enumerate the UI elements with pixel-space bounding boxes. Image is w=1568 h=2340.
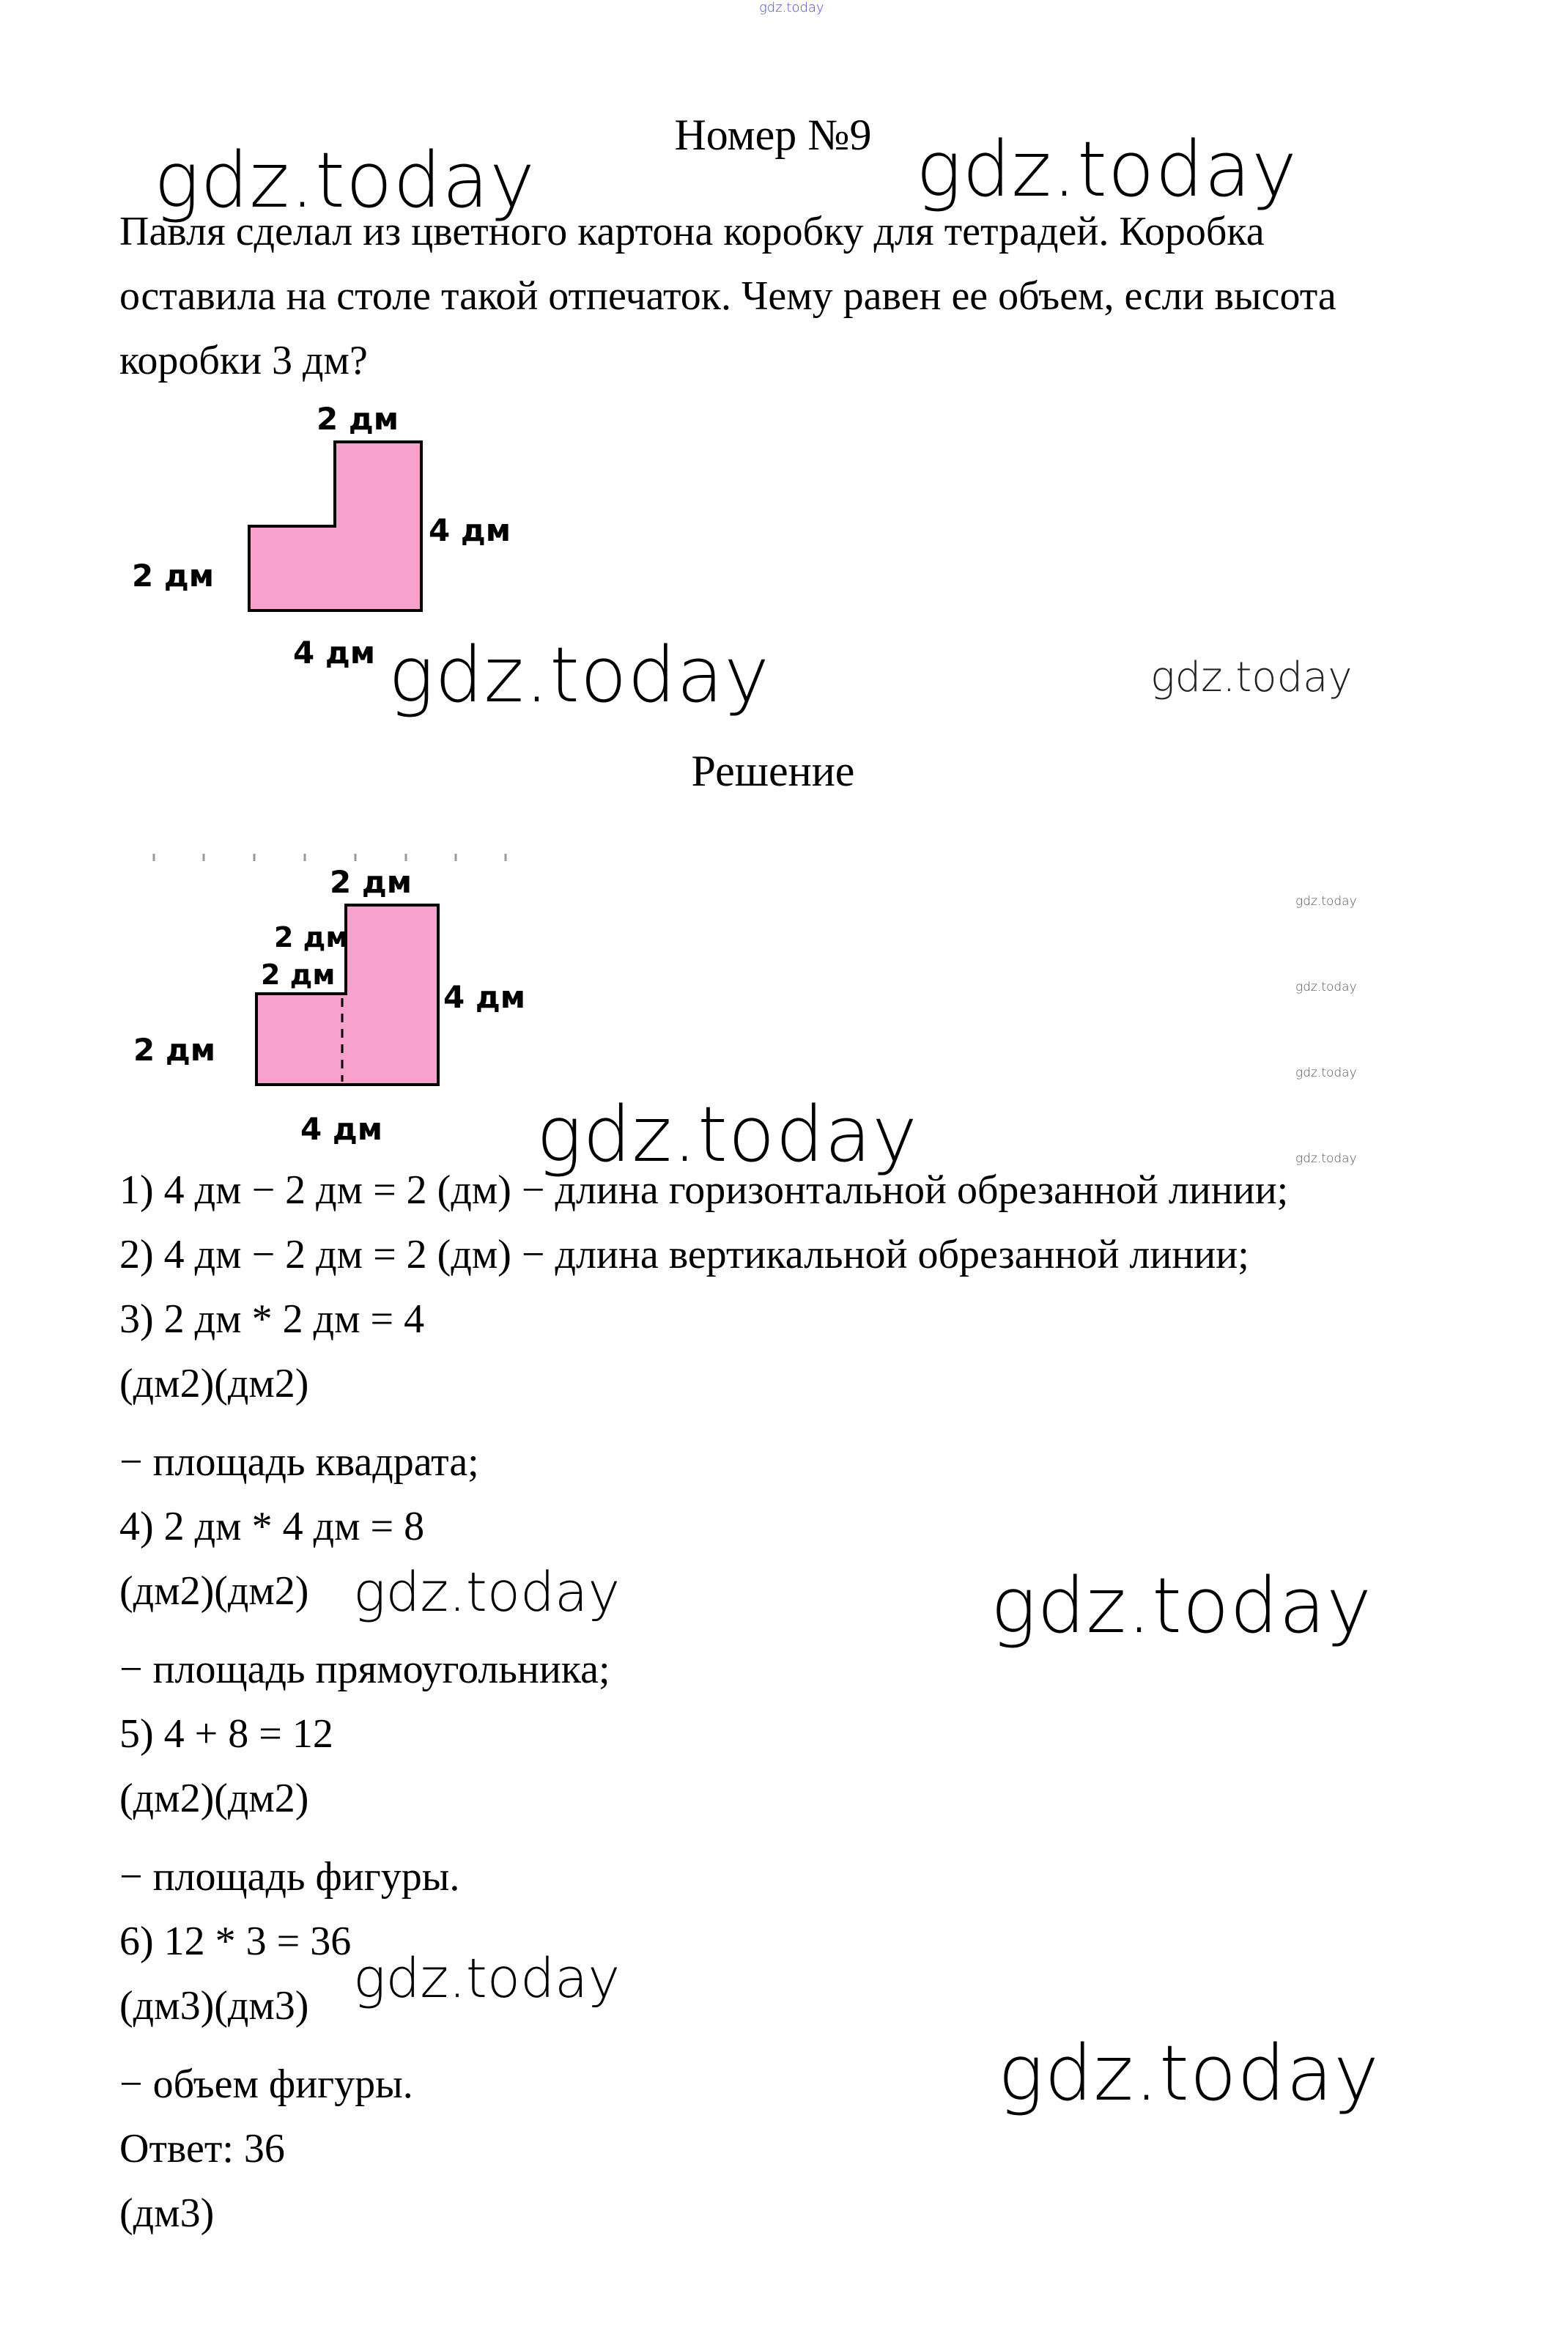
watermark: gdz.today bbox=[991, 1561, 1372, 1650]
label-inner-lower: 2 дм bbox=[261, 959, 336, 991]
label-top: 2 дм bbox=[317, 401, 399, 437]
page-title: Номер №9 bbox=[674, 111, 872, 159]
watermark: gdz.today bbox=[536, 1090, 918, 1179]
top-watermark: gdz.today bbox=[759, 0, 824, 15]
label-left: 2 дм bbox=[133, 1032, 216, 1068]
solution-step: 5) 4 + 8 = 12 bbox=[119, 1711, 333, 1757]
watermark: gdz.today bbox=[154, 136, 536, 225]
solution-unit: (дм2)(дм2) bbox=[119, 1568, 309, 1614]
label-bottom: 4 дм bbox=[300, 1111, 383, 1147]
answer: Ответ: 36 bbox=[119, 2126, 285, 2171]
solution-caption: − площадь квадрата; bbox=[119, 1439, 479, 1485]
solution-unit: (дм2)(дм2) bbox=[119, 1361, 309, 1406]
watermark: gdz.today bbox=[388, 630, 770, 720]
watermark: gdz.today bbox=[1295, 980, 1357, 994]
watermark: gdz.today bbox=[353, 1947, 621, 2010]
label-top: 2 дм bbox=[330, 864, 413, 900]
label-right: 4 дм bbox=[443, 979, 526, 1015]
solution-step: 4) 2 дм * 4 дм = 8 bbox=[119, 1504, 425, 1549]
label-right: 4 дм bbox=[429, 512, 511, 548]
solution-caption: − объем фигуры. bbox=[119, 2062, 413, 2107]
solution-unit: (дм2)(дм2) bbox=[119, 1776, 309, 1821]
solution-title: Решение bbox=[691, 747, 855, 795]
watermark: gdz.today bbox=[1295, 1066, 1357, 1080]
solution-caption: − площадь прямоугольника; bbox=[119, 1647, 610, 1692]
solution-step: 2) 4 дм − 2 дм = 2 (дм) − длина вертикальной обрезанной линии; bbox=[119, 1232, 1249, 1277]
solution-step: 3) 2 дм * 2 дм = 4 bbox=[119, 1296, 425, 1342]
watermark: gdz.today bbox=[1295, 1151, 1357, 1166]
watermark: gdz.today bbox=[353, 1561, 621, 1624]
label-inner-upper: 2 дм bbox=[274, 921, 349, 953]
watermark: gdz.today bbox=[1295, 894, 1357, 909]
watermark: gdz.today bbox=[998, 2029, 1380, 2118]
watermark: gdz.today bbox=[916, 125, 1298, 214]
ruler-ticks bbox=[154, 854, 506, 861]
watermark: gdz.today bbox=[1150, 654, 1353, 701]
solution-step: 1) 4 дм − 2 дм = 2 (дм) − длина горизонтальной обрезанной линии; bbox=[119, 1167, 1289, 1213]
solution-unit: (дм3)(дм3) bbox=[119, 1983, 309, 2029]
solution-caption: − площадь фигуры. bbox=[119, 1854, 460, 1900]
answer-unit: (дм3) bbox=[119, 2190, 215, 2236]
solution-step: 6) 12 * 3 = 36 bbox=[119, 1919, 352, 1964]
label-bottom: 4 дм bbox=[293, 635, 376, 671]
problem-text: Павля сделал из цветного картона коробку для тетрадей. Коробка оставила на столе такой отпечаток. Чему равен ее объем, если высота коробки 3 дм? bbox=[119, 209, 1336, 383]
label-left: 2 дм bbox=[132, 558, 215, 594]
